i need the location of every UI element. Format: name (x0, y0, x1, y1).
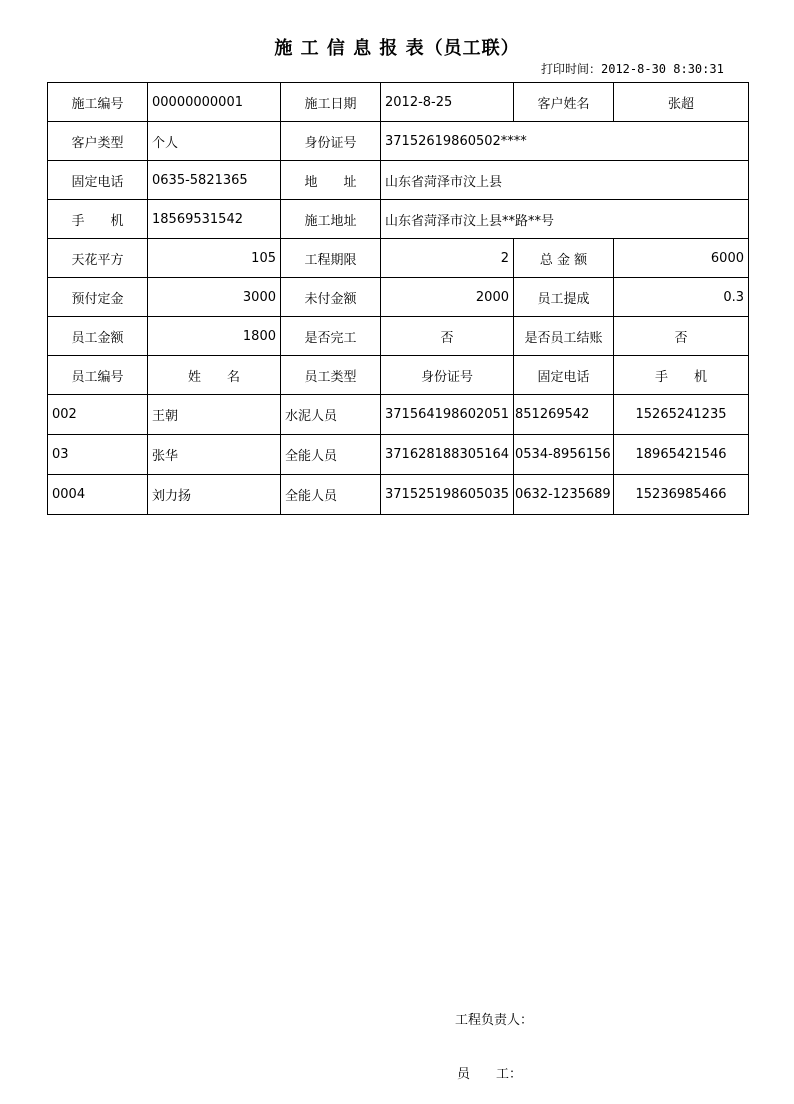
label-site-address: 施工地址 (281, 200, 381, 239)
employee-name: 刘力扬 (148, 475, 281, 515)
value-unpaid: 2000 (381, 278, 514, 317)
table-row (48, 122, 749, 161)
value-employee-settled: 否 (614, 317, 749, 356)
value-id-number: 371526198605​02**** (381, 122, 749, 161)
header-mobile: 手 机 (614, 356, 749, 395)
label-deposit: 预付定金 (48, 278, 148, 317)
employee-no: 03 (48, 435, 148, 475)
label-employee-settled: 是否员工结账 (514, 317, 614, 356)
table-row (48, 239, 749, 278)
header-landline: 固定电话 (514, 356, 614, 395)
employee-id-number: 371628188305164 (381, 435, 514, 475)
table-row (48, 200, 749, 239)
employee-type: 水泥人员 (281, 395, 381, 435)
employee-mobile: 18965421546 (614, 435, 749, 475)
label-customer-type: 客户类型 (48, 122, 148, 161)
table-row (48, 83, 749, 122)
employee-no: 0004 (48, 475, 148, 515)
value-construction-no: 00000000001 (148, 83, 281, 122)
employee-id-number: 371564198602051 (381, 395, 514, 435)
employee-no: 002 (48, 395, 148, 435)
table-header-row (48, 356, 749, 395)
label-commission: 员工提成 (514, 278, 614, 317)
label-mobile: 手 机 (48, 200, 148, 239)
label-project-period: 工程期限 (281, 239, 381, 278)
employee-mobile: 15236985466 (614, 475, 749, 515)
value-customer-name: 张超 (614, 83, 749, 122)
header-employee-type: 员工类型 (281, 356, 381, 395)
value-completed: 否 (381, 317, 514, 356)
manager-signature-label: 工程负责人： (455, 1013, 534, 1028)
value-employee-amount: 1800 (148, 317, 281, 356)
label-landline: 固定电话 (48, 161, 148, 200)
table-row (48, 395, 749, 435)
header-employee-no: 员工编号 (48, 356, 148, 395)
header-name: 姓 名 (148, 356, 281, 395)
header-id-number: 身份证号 (381, 356, 514, 395)
label-id-number: 身份证号 (281, 122, 381, 161)
label-construction-no: 施工编号 (48, 83, 148, 122)
table-row (48, 475, 749, 515)
employee-landline: 0534-8956156 (514, 435, 614, 475)
report-title: 施 工 信 息 报 表（员工联） (274, 38, 520, 59)
employee-mobile: 15265241235 (614, 395, 749, 435)
value-mobile: 18569531542 (148, 200, 281, 239)
value-site-address: 山东省菏泽市汶上县**路**号 (381, 200, 749, 239)
construction-info-table (47, 82, 749, 515)
employee-type: 全能人员 (281, 435, 381, 475)
employee-landline: 851269542 (514, 395, 614, 435)
employee-signature-label: 员 工： (457, 1067, 523, 1082)
label-total-amount: 总 金 额 (514, 239, 614, 278)
label-unpaid: 未付金额 (281, 278, 381, 317)
table-row (48, 161, 749, 200)
value-commission: 0.3 (614, 278, 749, 317)
table-row (48, 278, 749, 317)
employee-id-number: 371525198605035 (381, 475, 514, 515)
employee-type: 全能人员 (281, 475, 381, 515)
label-ceiling-area: 天花平方 (48, 239, 148, 278)
value-deposit: 3000 (148, 278, 281, 317)
label-construction-date: 施工日期 (281, 83, 381, 122)
label-customer-name: 客户姓名 (514, 83, 614, 122)
value-total-amount: 6000 (614, 239, 749, 278)
value-landline: 0635-5821365 (148, 161, 281, 200)
label-employee-amount: 员工金额 (48, 317, 148, 356)
table-row (48, 317, 749, 356)
employee-name: 王朝 (148, 395, 281, 435)
value-address: 山东省菏泽市汶上县 (381, 161, 749, 200)
table-row (48, 435, 749, 475)
employee-landline: 0632-1235689 (514, 475, 614, 515)
value-construction-date: 2012-8-25 (381, 83, 514, 122)
label-address: 地 址 (281, 161, 381, 200)
value-project-period: 2 (381, 239, 514, 278)
value-ceiling-area: 105 (148, 239, 281, 278)
value-customer-type: 个人 (148, 122, 281, 161)
label-completed: 是否完工 (281, 317, 381, 356)
employee-name: 张华 (148, 435, 281, 475)
print-time: 打印时间：2012-8-30 8:30:31 (541, 62, 724, 76)
